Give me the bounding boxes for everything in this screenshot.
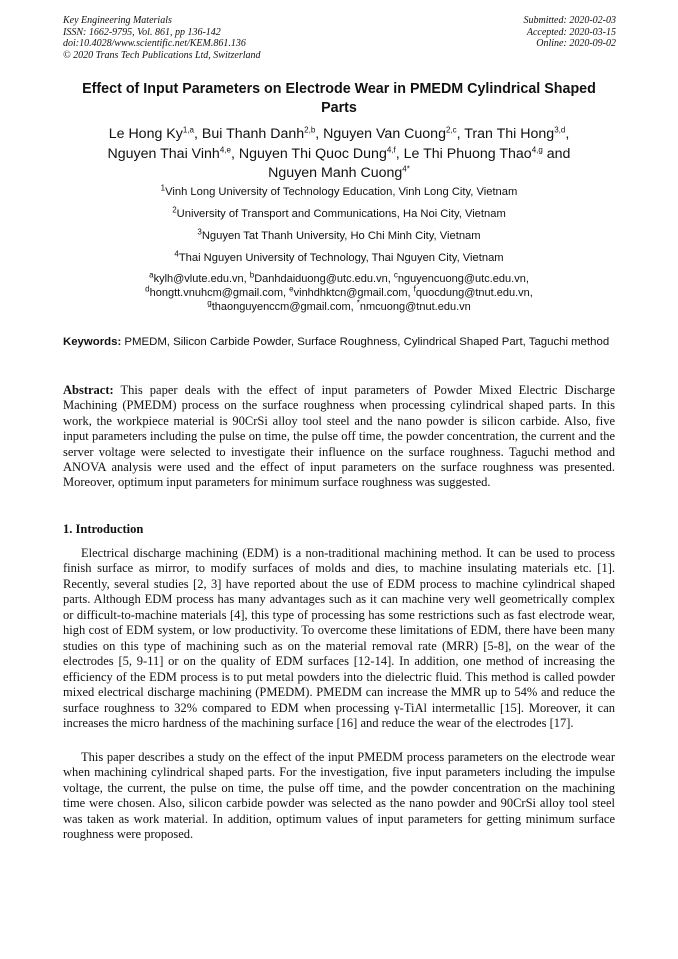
- email-line: [63, 286, 615, 300]
- email-separator: ,: [525, 273, 529, 285]
- author-name: Le Thi Phuong Thao: [403, 145, 532, 162]
- author-name: Tran Thi Hong: [464, 126, 555, 142]
- abstract-block: [63, 383, 615, 491]
- email-address[interactable]: Danhdaiduong@utc.edu.vn: [254, 273, 388, 285]
- publication-dates: [524, 15, 617, 50]
- keywords-block: [63, 334, 615, 350]
- author-affiliation-marker: 4,f: [386, 144, 396, 154]
- affiliation-2: [63, 207, 615, 221]
- author-list: [63, 125, 615, 184]
- author-separator: ,: [315, 126, 324, 142]
- email-marker: f: [413, 284, 416, 294]
- copyright-line: © 2020 Trans Tech Publications Ltd, Switzerland: [63, 49, 261, 61]
- email-separator: ,: [350, 301, 357, 314]
- keywords-text: PMEDM, Silicon Carbide Powder, Surface Roughness, Cylindrical Shaped Part, Taguchi method: [124, 336, 610, 348]
- keywords-label: Keywords:: [63, 336, 122, 348]
- author-affiliation-marker: 4,g: [531, 144, 543, 154]
- author-separator: ,: [193, 126, 202, 142]
- email-marker: d: [145, 284, 150, 294]
- email-separator: ,: [387, 273, 394, 285]
- affiliation-text: Thai Nguyen University of Technology, Thai Nguyen City, Vietnam: [178, 252, 504, 264]
- author-name: Nguyen Manh Cuong: [268, 165, 403, 181]
- abstract-text: This paper deals with the effect of input parameters of Powder Mixed Electric Discharge Machining (PMEDM) process on the surface roughness when processing cylindrical shaped parts. In this work, the workpiece material is 90CrSi alloy tool steel and the nano powder is silicon carbide. Also, five input parameters including the pulse on time, the pulse off time, the powder concentration, the current and the server voltage were selected to investigate their influence on the surface roughness. Taguchi method and ANOVA analysis were used and the effect of input parameters on the surface roughness was presented. Moreover, optimum input parameters for minimum surface roughness was suggested.: [63, 383, 615, 490]
- abstract-label: Abstract:: [63, 383, 114, 397]
- affiliation-marker: 1: [160, 183, 166, 193]
- email-marker: a: [149, 270, 154, 280]
- email-marker: *: [356, 298, 360, 308]
- email-separator: ,: [243, 273, 250, 285]
- email-separator: ,: [407, 287, 414, 300]
- author-name: Nguyen Thai Vinh: [107, 145, 220, 162]
- affiliation-text: Nguyen Tat Thanh University, Ho Chi Minh City, Vietnam: [201, 230, 481, 242]
- author-name: Bui Thanh Danh: [201, 126, 305, 142]
- section-heading: 1. Introduction: [63, 522, 144, 536]
- paper-title: Effect of Input Parameters on Electrode Wear in PMEDM Cylindrical Shaped Parts: [82, 81, 596, 116]
- accepted-date: Accepted: 2020-03-15: [526, 26, 616, 38]
- email-list: [63, 272, 615, 315]
- email-separator: ,: [529, 287, 533, 300]
- author-name: Nguyen Van Cuong: [323, 126, 446, 142]
- affiliation-marker: 4: [174, 249, 179, 259]
- submitted-date: Submitted: 2020-02-03: [523, 15, 616, 26]
- author-affiliation-marker: 2,b: [304, 125, 316, 135]
- email-marker: g: [207, 298, 212, 308]
- author-affiliation-marker: 2,c: [445, 125, 457, 135]
- email-address[interactable]: quocdung@tnut.edu.vn: [415, 287, 530, 300]
- email-marker: c: [393, 270, 398, 280]
- author-affiliation-marker: 4,e: [219, 144, 231, 154]
- email-marker: b: [249, 270, 255, 280]
- affiliation-text: Vinh Long University of Technology Education, Vinh Long City, Vietnam: [165, 186, 518, 198]
- email-address[interactable]: nguyencuong@utc.edu.vn: [397, 273, 526, 285]
- author-separator: ,: [395, 145, 404, 162]
- author-name: Le Hong Ky: [108, 126, 183, 142]
- author-separator: ,: [230, 145, 239, 162]
- affiliation-3: [63, 229, 615, 243]
- intro-paragraph-1: Electrical discharge machining (EDM) is a non-traditional machining method. It can be used to process finish surface as mirror, to modify surfaces of molds and dies, to machine insulating materials etc. [1]. Recently, several studies [2, 3] have reported about the use of EDM process to machine cylindrical shaped parts. Although EDM process has many advantages such as it can machine very well geometrically complex or difficult-to-machine materials [4], this type of processing has some restrictions such as fast electrode wear, high cost of EDM system, or low productivity. To overcome these limitations of EDM, there have been many studies on this type of machining such as on the material removal rate (MRR) [5-8], on the wear of the electrodes [5, 9-11] or on the quality of EDM surfaces [12-14]. In addition, one method of increasing the efficiency of the EDM process is to put metal powders into the dielectric fluid. This method is called powder mixed electrical discharge machining (PMEDM). PMEDM can increase the MMR up to 54% and reduce the surface roughness to 32% compared to EDM when processing γ-TiAl intermetallic [15]. Moreover, it can increases the micro hardness of the machining surface [16] and reduce the wear of the electrodes [17].: [63, 546, 615, 730]
- issn-line: ISSN: 1662-9795, Vol. 861, pp 136-142: [63, 26, 221, 38]
- affiliation-4: [63, 251, 615, 265]
- email-address[interactable]: hongtt.vnuhcm@gmail.com: [149, 287, 284, 300]
- doi-line: doi:10.4028/www.scientific.net/KEM.861.136: [63, 38, 246, 50]
- email-line: [63, 300, 615, 314]
- affiliation-text: University of Transport and Communications, Ha Noi City, Vietnam: [176, 208, 506, 220]
- journal-info: [63, 15, 261, 61]
- email-marker: e: [289, 284, 294, 294]
- affiliation-marker: 2: [172, 205, 177, 215]
- author-affiliation-marker: 1,a: [182, 125, 194, 135]
- online-date: Online: 2020-09-02: [536, 38, 616, 50]
- affiliation-1: [63, 185, 615, 199]
- email-address[interactable]: kylh@vlute.edu.vn: [153, 273, 244, 285]
- author-separator: ,: [456, 126, 465, 142]
- author-separator: ,: [565, 126, 570, 142]
- email-address[interactable]: vinhdhktcn@gmail.com: [293, 287, 408, 300]
- email-address[interactable]: thaonguyenccm@gmail.com: [211, 301, 351, 314]
- author-name: Nguyen Thi Quoc Dung: [238, 145, 387, 162]
- email-address[interactable]: nmcuong@tnut.edu.vn: [359, 301, 471, 314]
- email-separator: ,: [283, 287, 290, 300]
- affiliation-marker: 3: [197, 227, 202, 237]
- author-affiliation-marker: 4*: [402, 164, 410, 174]
- author-separator: and: [542, 145, 571, 162]
- intro-paragraph-2: This paper describes a study on the effect of the input PMEDM process parameters on the electrode wear when machining cylindrical shaped parts. For the investigation, five input parameters including the impulse voltage, the current, the pulse on time, the pulse off time, and the powder concentration on the machining time were chosen. Also, silicon carbide powder was selected as the nano powder and 90CrSi alloy tool steel was taken as work material. In addition, optimum values of input parameters for getting minimum surface roughness were proposed.: [63, 750, 615, 842]
- author-affiliation-marker: 3,d: [554, 125, 566, 135]
- journal-name: Key Engineering Materials: [63, 15, 172, 26]
